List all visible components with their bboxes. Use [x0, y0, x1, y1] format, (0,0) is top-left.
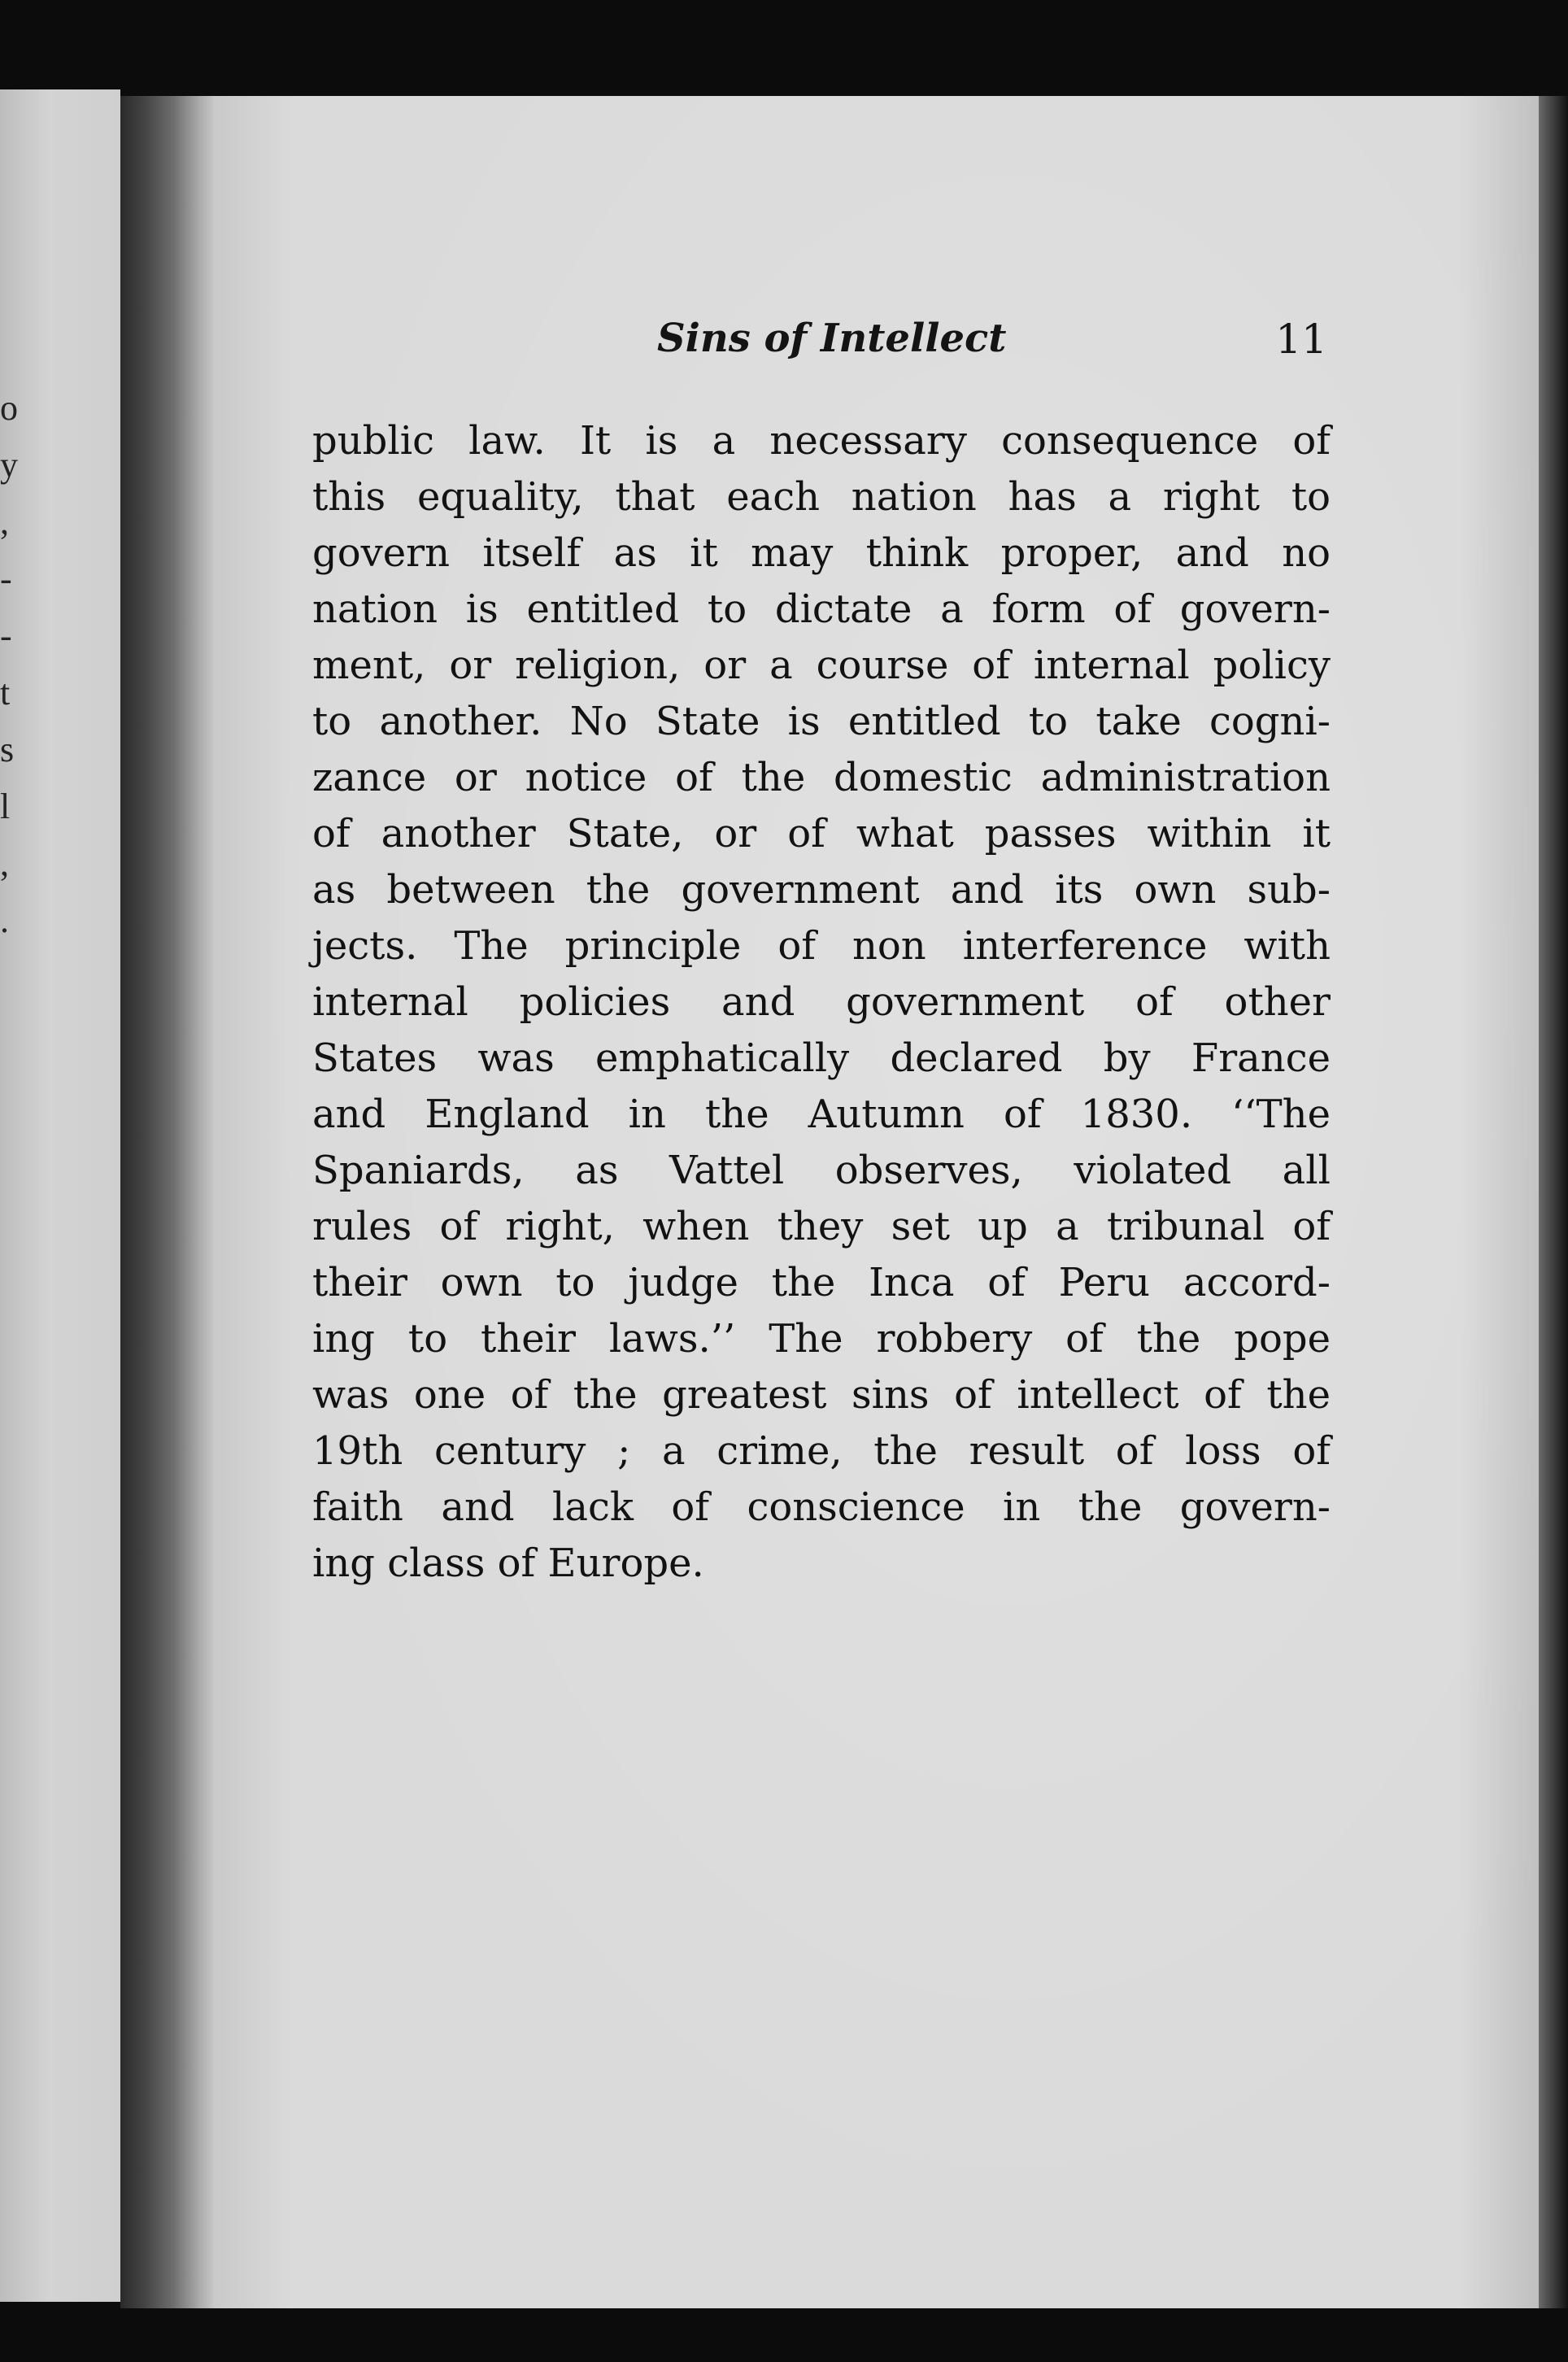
binding-gutter-shadow: [120, 96, 218, 2308]
text-line: internal policies and government of other: [312, 979, 1331, 1025]
text-line: their own to judge the Inca of Peru accord-: [312, 1260, 1331, 1305]
text-line: jects. The principle of non interference with: [312, 923, 1331, 969]
text-line: Spaniards, as Vattel observes, violated all: [312, 1148, 1331, 1193]
text-line: ing to their laws.’’ The robbery of the pope: [312, 1316, 1331, 1362]
text-line: govern itself as it may think proper, and no: [312, 530, 1331, 576]
text-line: to another. No State is entitled to take cogni-: [312, 699, 1331, 744]
left-page-fragment: o: [0, 388, 18, 428]
text-line: as between the government and its own sub-: [312, 867, 1331, 913]
page-number: 11: [1275, 316, 1327, 363]
left-page-fragment: t: [0, 673, 11, 713]
text-line: zance or notice of the domestic administration: [312, 755, 1331, 800]
running-title: Sins of Intellect: [657, 316, 1007, 361]
left-page-fragment: ,: [0, 502, 9, 542]
left-page-fragment: s: [0, 730, 15, 769]
text-line: States was emphatically declared by France: [312, 1035, 1331, 1081]
left-page-fragment: l: [0, 787, 11, 826]
left-page-fragment: y: [0, 445, 18, 485]
text-line: public law. It is a necessary consequence of: [312, 418, 1331, 464]
previous-page-edge: [0, 89, 120, 2302]
running-header: [312, 316, 1331, 373]
text-line: and England in the Autumn of 1830. ‘‘The: [312, 1092, 1331, 1137]
body-paragraph: [312, 413, 1331, 1592]
text-line-last: ing class of Europe.: [312, 1541, 704, 1586]
text-line: nation is entitled to dictate a form of govern-: [312, 586, 1331, 632]
text-line: ment, or religion, or a course of internal policy: [312, 643, 1331, 688]
left-page-fragment: .: [0, 900, 9, 940]
text-line: of another State, or of what passes within it: [312, 811, 1331, 856]
text-line: this equality, that each nation has a right to: [312, 474, 1331, 520]
text-line: 19th century ; a crime, the result of loss of: [312, 1428, 1331, 1474]
left-page-fragment: ,: [0, 843, 9, 883]
left-page-fragment: -: [0, 559, 12, 599]
left-page-fragment: -: [0, 616, 12, 656]
page-right-edge: [1539, 96, 1568, 2308]
text-line: was one of the greatest sins of intellect of the: [312, 1372, 1331, 1418]
text-line: rules of right, when they set up a tribunal of: [312, 1204, 1331, 1249]
text-line: faith and lack of conscience in the govern-: [312, 1484, 1331, 1530]
